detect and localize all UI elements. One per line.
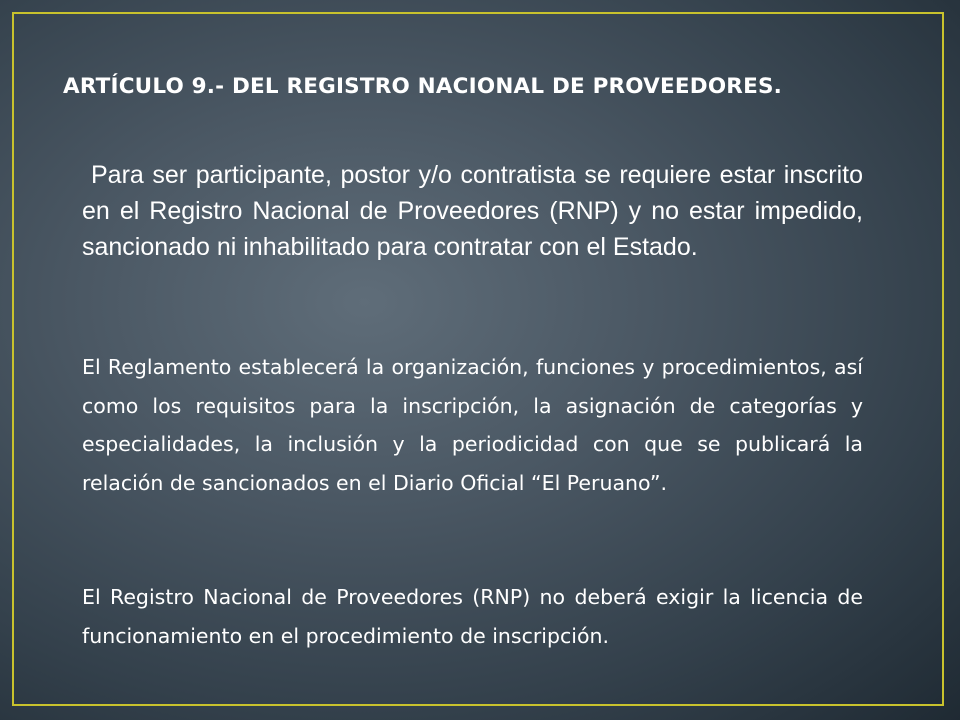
paragraph-requirements: Para ser participante, postor y/o contratista se requiere estar inscrito en el Registro Nacional de Proveedores (RNP) y no estar impedido, sancionado ni inhabilitado para contratar con el Estado. [82, 161, 863, 261]
paragraph-regulation: El Reglamento establecerá la organización, funciones y procedimientos, así como los requisitos para la inscripción, la asignación de categorías y especialidades, la inclusión y la periodicidad con que se publicará la relación de sancionados en el Diario Oficial “El Peruano”. [82, 355, 863, 495]
paragraph-license: El Registro Nacional de Proveedores (RNP) no deberá exigir la licencia de funcionamiento en el procedimiento de inscripción. [82, 585, 863, 648]
slide-title: ARTÍCULO 9.- DEL REGISTRO NACIONAL DE PROVEEDORES. [63, 74, 783, 99]
